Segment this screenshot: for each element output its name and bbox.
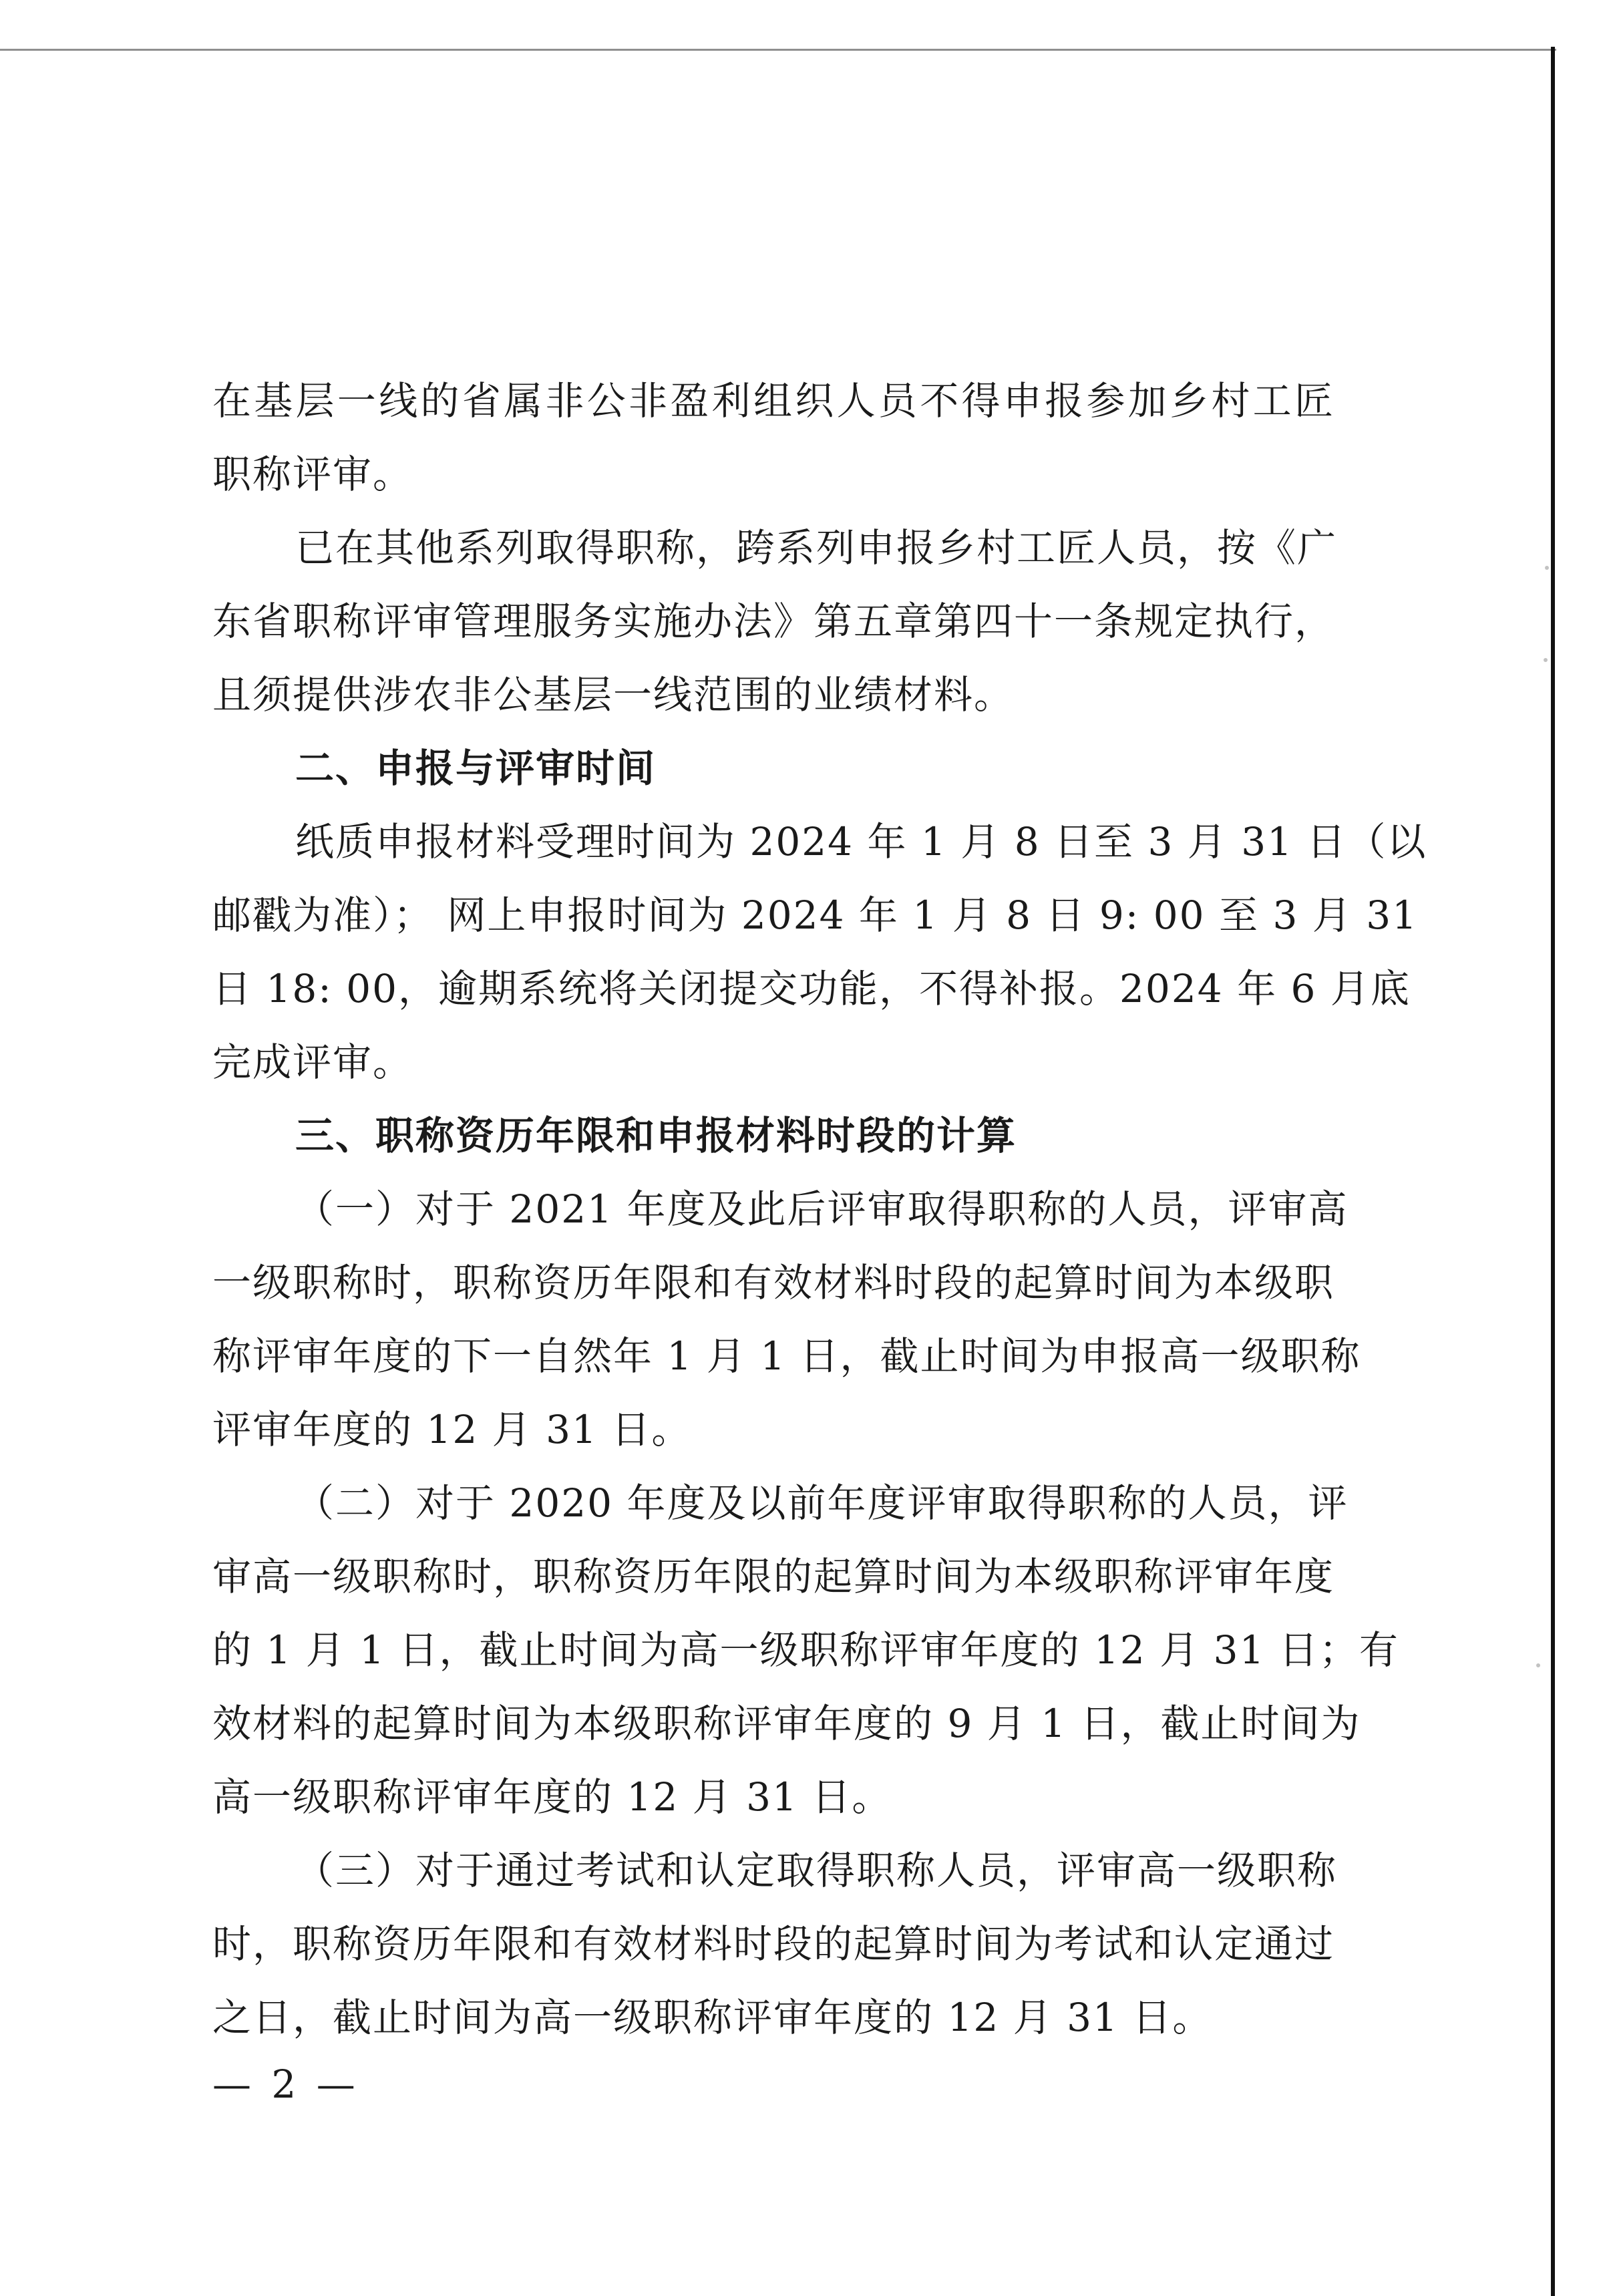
paragraph-start: 已在其他系列取得职称，跨系列申报乡村工匠人员，按《广 [295,525,1338,570]
text-line: 评审年度的 12 月 31 日。 [212,1407,692,1452]
section-heading: 三、职称资历年限和申报材料时段的计算 [295,1113,1017,1158]
text-line: 的 1 月 1 日，截止时间为高一级职称评审年度的 12 月 31 日；有 [212,1627,1399,1673]
scan-speck [1544,658,1548,662]
text-line: 日 18: 00，逾期系统将关闭提交功能，不得补报。2024 年 6 月底 [212,966,1411,1011]
text-line: 职称评审。 [212,452,413,497]
text-line: 时，职称资历年限和有效材料时段的起算时间为考试和认定通过 [212,1921,1335,1967]
text-line: 邮戳为准）； 网上申报时间为 2024 年 1 月 8 日 9: 00 至 3 月 31 [212,892,1419,938]
scan-speck [1545,566,1549,570]
text-line: 完成评审。 [212,1039,413,1085]
paragraph-start: 纸质申报材料受理时间为 2024 年 1 月 8 日至 3 月 31 日（以 [295,819,1427,864]
scan-right-edge-shadow [1551,47,1555,2296]
text-line: 在基层一线的省属非公非盈利组织人员不得申报参加乡村工匠 [212,378,1334,424]
text-line: 东省职称评审管理服务实施办法》第五章第四十一条规定执行， [212,599,1335,644]
text-line: 且须提供涉农非公基层一线范围的业绩材料。 [212,672,1015,717]
text-line: 一级职称时，职称资历年限和有效材料时段的起算时间为本级职 [212,1260,1335,1305]
section-heading: 二、申报与评审时间 [295,746,657,791]
text-line: 称评审年度的下一自然年 1 月 1 日，截止时间为申报高一级职称 [212,1333,1361,1379]
text-line: 高一级职称评审年度的 12 月 31 日。 [212,1774,892,1820]
page-number: — 2 — [212,2062,359,2107]
paragraph-start: （一）对于 2021 年度及此后评审取得职称的人员，评审高 [295,1186,1349,1232]
text-line: 之日，截止时间为高一级职称评审年度的 12 月 31 日。 [212,1995,1213,2040]
paragraph-start: （二）对于 2020 年度及以前年度评审取得职称的人员，评 [295,1480,1349,1526]
scan-top-border-line [0,49,1556,51]
paragraph-start: （三）对于通过考试和认定取得职称人员，评审高一级职称 [295,1848,1338,1893]
text-line: 审高一级职称时，职称资历年限的起算时间为本级职称评审年度 [212,1554,1335,1599]
text-line: 效材料的起算时间为本级职称评审年度的 9 月 1 日，截止时间为 [212,1701,1361,1746]
scan-speck [1536,1663,1540,1667]
